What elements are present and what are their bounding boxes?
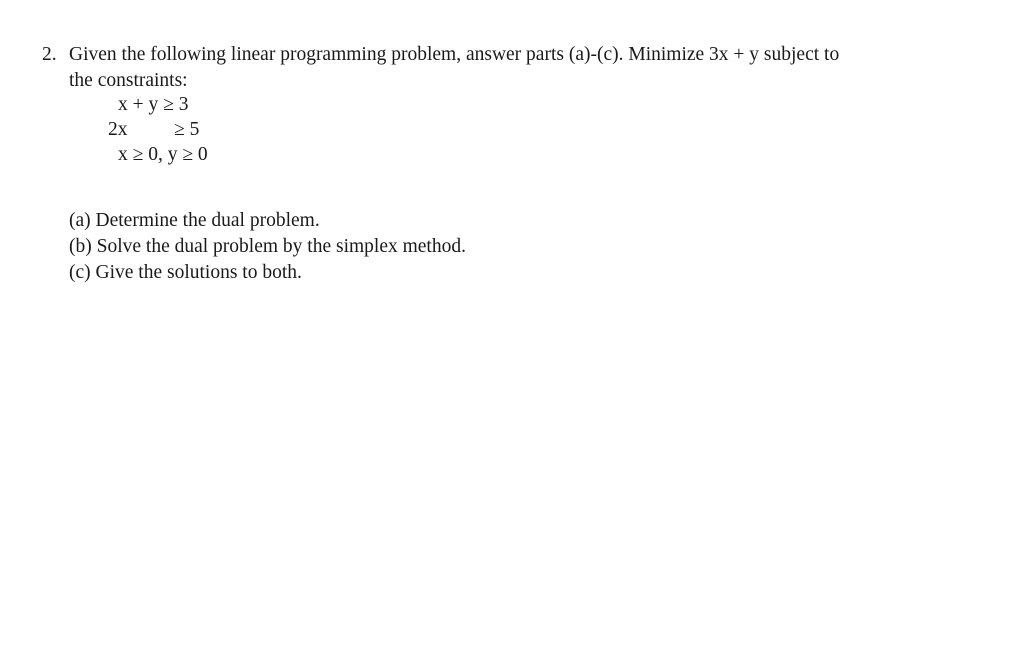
problem-number: 2. [42, 44, 57, 65]
part-b: (b) Solve the dual problem by the simplex method. [69, 236, 466, 257]
constraints-block [42, 92, 992, 170]
constraint-2-rhs: ≥ 5 [174, 119, 200, 140]
parts-list [42, 208, 992, 286]
problem-statement [42, 42, 992, 286]
constraint-3-lhs: x ≥ 0, y ≥ 0 [118, 144, 208, 165]
constraint-1 [118, 92, 188, 117]
problem-intro-line-1 [42, 42, 992, 68]
constraint-2-rhs-wrap [174, 117, 199, 142]
problem-intro-text: Given the following linear programming problem, answer parts (a)-(c). Minimize 3x + y subject to [69, 44, 840, 65]
constraint-1-rhs: ≥ 3 [163, 94, 189, 115]
problem-intro-line-2: the constraints: [69, 70, 188, 91]
constraint-2 [108, 117, 128, 142]
constraint-2-lhs: 2x [108, 119, 128, 140]
constraint-1-lhs: x + y [118, 94, 159, 115]
constraint-3 [118, 142, 208, 167]
part-a: (a) Determine the dual problem. [69, 210, 320, 231]
part-c: (c) Give the solutions to both. [69, 262, 302, 283]
